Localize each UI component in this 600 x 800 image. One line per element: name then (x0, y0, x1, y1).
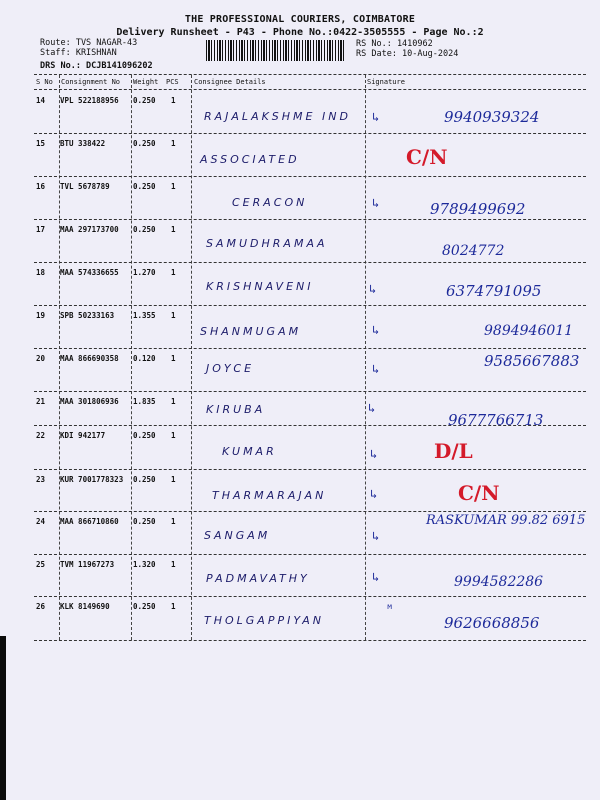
row-weight: 0.250 (133, 96, 156, 105)
row-weight: 0.250 (133, 431, 156, 440)
signature-entry: D/L (434, 439, 473, 463)
signature-entry: C/N (458, 481, 500, 505)
tick-mark: ↳ (372, 529, 380, 543)
row-pcs: 1 (171, 268, 176, 277)
row-pcs: 1 (171, 397, 176, 406)
consignee-name: CERACON (232, 196, 308, 209)
row-consignment: MAA 574336655 (60, 268, 119, 277)
row-weight: 0.250 (133, 517, 156, 526)
row-sno: 26 (36, 602, 46, 611)
route-text: Route: TVS NAGAR-43 (40, 38, 138, 48)
col-consignment: Consignment No (61, 78, 121, 86)
table-row (34, 554, 586, 596)
row-consignment: TVL 5678789 (60, 182, 110, 191)
signature-entry: 9994582286 (454, 574, 544, 590)
row-weight: 0.250 (133, 602, 156, 611)
row-sno: 23 (36, 475, 46, 484)
tick-mark: ↳ (372, 196, 380, 210)
row-sno: 21 (36, 397, 46, 406)
row-weight: 1.835 (133, 397, 156, 406)
table-row (34, 596, 586, 640)
tick-mark: ↳ (369, 282, 377, 296)
consignee-name: ASSOCIATED (200, 153, 300, 166)
signature-entry: 9677766713 (448, 411, 544, 429)
row-sno: 24 (36, 517, 46, 526)
signature-entry: 9626668856 (444, 614, 540, 632)
row-sno: 14 (36, 96, 46, 105)
row-pcs: 1 (171, 560, 176, 569)
row-weight: 0.250 (133, 225, 156, 234)
row-consignment: SPB 50233163 (60, 311, 115, 320)
header-left-block (40, 38, 153, 71)
staff-text: Staff: KRISHNAN (40, 48, 117, 58)
table-row (34, 176, 586, 219)
table-bottom-rule (34, 640, 586, 641)
header-rule (34, 74, 586, 75)
row-pcs: 1 (171, 96, 176, 105)
company-title: THE PROFESSIONAL COURIERS, COIMBATORE (184, 14, 416, 25)
table-row (34, 133, 586, 176)
consignee-name: KIRUBA (206, 403, 266, 416)
tick-mark: ↳ (372, 110, 380, 124)
table-row (34, 511, 586, 554)
row-pcs: 1 (171, 475, 176, 484)
tick-mark: ↳ (370, 487, 378, 501)
signature-entry: 9940939324 (444, 108, 540, 126)
consignee-name: THARMARAJAN (212, 489, 327, 502)
signature-entry: 9585667883 (484, 352, 580, 370)
signature-entry: 9894946011 (484, 323, 574, 339)
consignee-name: THOLGAPPIYAN (204, 614, 324, 627)
consignee-name: RAJALAKSHME IND (204, 110, 351, 123)
tick-mark: ↳ (368, 401, 376, 415)
col-weight: Weight (133, 78, 159, 86)
table-header (34, 77, 586, 89)
consignee-name: KRISHNAVENI (206, 280, 314, 293)
barcode (206, 40, 346, 61)
col-sno: S No (36, 78, 53, 86)
table-row (34, 305, 586, 348)
row-consignment: TVM 11967273 (60, 560, 115, 569)
consignee-name: SAMUDHRAMAA (206, 237, 328, 250)
scan-edge-shadow (0, 636, 6, 800)
signature-entry: 9789499692 (430, 200, 526, 218)
col-consignee: Consignee Details (194, 78, 266, 86)
signature-entry: 8024772 (442, 243, 505, 259)
row-weight: 0.120 (133, 354, 156, 363)
consignee-name: SHANMUGAM (200, 325, 302, 338)
row-pcs: 1 (171, 139, 176, 148)
row-sno: 25 (36, 560, 46, 569)
tick-mark: ↳ (372, 362, 380, 376)
row-sno: 22 (36, 431, 46, 440)
row-consignment: VPL 522188956 (60, 96, 119, 105)
row-weight: 0.250 (133, 182, 156, 191)
signature-entry: C/N (406, 145, 448, 169)
row-weight: 0.250 (133, 139, 156, 148)
row-pcs: 1 (171, 311, 176, 320)
tick-mark: ↳ (372, 323, 380, 337)
row-consignment: MAA 866690358 (60, 354, 119, 363)
signature-entry: RASKUMAR 99.82 6915 (426, 513, 586, 528)
drs-number: DRS No.: DCJB141096202 (40, 61, 153, 71)
row-pcs: 1 (171, 225, 176, 234)
table-row (34, 90, 586, 133)
consignee-name: KUMAR (222, 445, 277, 458)
row-consignment: MAA 301806936 (60, 397, 119, 406)
table-row (34, 219, 586, 262)
row-weight: 1.355 (133, 311, 156, 320)
row-weight: 1.270 (133, 268, 156, 277)
row-weight: 0.250 (133, 475, 156, 484)
row-sno: 18 (36, 268, 46, 277)
consignee-name: JOYCE (206, 362, 255, 375)
table-row (34, 425, 586, 469)
row-pcs: 1 (171, 517, 176, 526)
row-consignment: MAA 297173700 (60, 225, 119, 234)
tick-mark: ᴹ (386, 602, 394, 616)
row-sno: 15 (36, 139, 46, 148)
row-sno: 20 (36, 354, 46, 363)
table-row (34, 262, 586, 305)
tick-mark: ↳ (372, 570, 380, 584)
row-sno: 17 (36, 225, 46, 234)
consignee-name: SANGAM (204, 529, 271, 542)
table-row (34, 469, 586, 511)
row-pcs: 1 (171, 431, 176, 440)
row-weight: 1.320 (133, 560, 156, 569)
row-sno: 16 (36, 182, 46, 191)
row-pcs: 1 (171, 182, 176, 191)
row-consignment: KLK 8149690 (60, 602, 110, 611)
runsheet-subtitle: Delivery Runsheet - P43 - Phone No.:0422-3505555 - Page No.:2 (116, 27, 484, 38)
row-consignment: MAA 866710860 (60, 517, 119, 526)
row-consignment: KDI 942177 (60, 431, 106, 440)
row-sno: 19 (36, 311, 46, 320)
header-right-block (356, 39, 458, 59)
row-consignment: KUR 7001778323 (60, 475, 124, 484)
row-pcs: 1 (171, 354, 176, 363)
row-pcs: 1 (171, 602, 176, 611)
rs-number: RS No.: 1410962 (356, 39, 433, 49)
row-consignment: BTU 338422 (60, 139, 106, 148)
table-row (34, 348, 586, 391)
rs-date: RS Date: 10-Aug-2024 (356, 49, 459, 59)
consignee-name: PADMAVATHY (206, 572, 310, 585)
col-pcs: PCS (166, 78, 179, 86)
col-signature: Signature (367, 78, 405, 86)
tick-mark: ↳ (370, 447, 378, 461)
signature-entry: 6374791095 (446, 282, 542, 300)
